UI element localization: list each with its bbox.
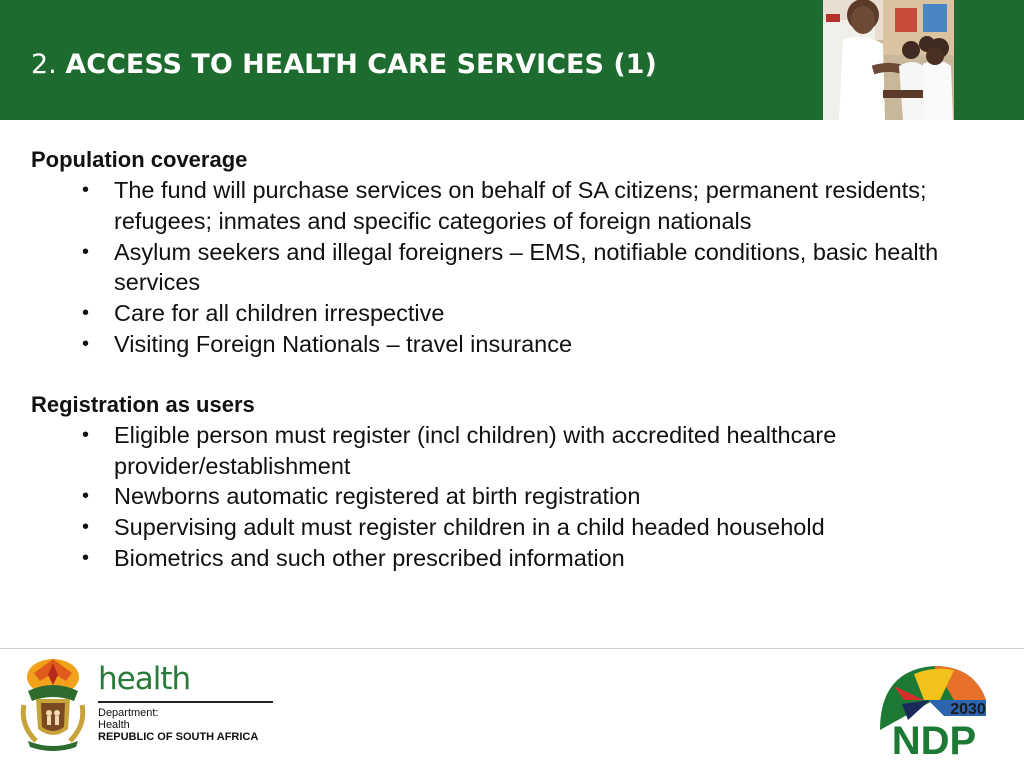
list-item-text: Visiting Foreign Nationals – travel insurance [114,330,573,357]
title-number: 2. [31,49,57,80]
bullet-icon: • [82,240,90,263]
list-item-text: The fund will purchase services on behalf of SA citizens; permanent residents; refugees; inmates and specific categories of foreign nationals [114,177,927,234]
list-item [31,543,991,574]
section-heading: Population coverage [31,147,248,172]
section-population-coverage [31,145,991,360]
bullet-icon: • [82,546,90,569]
department-of-health-logo [14,655,284,755]
title-text: ACCESS TO HEALTH CARE SERVICES (1) [65,49,657,80]
bullet-icon: • [82,179,90,201]
list-item [31,298,991,329]
list-item [31,175,991,237]
list-item [31,329,991,360]
header-photo [823,0,954,120]
slide-body [31,145,991,574]
list-item-text: Asylum seekers and illegal foreigners – EMS, notifiable conditions, basic health services [114,238,939,296]
ndp-year: 2030 [950,701,986,718]
list-item [31,420,991,482]
list-item-text: Newborns automatic registered at birth registration [114,483,641,510]
footer-divider [0,648,1024,649]
bullet-icon: • [82,332,90,355]
header-bar [0,0,1024,120]
list-item-text: Care for all children irrespective [114,300,445,327]
bullet-list [31,420,991,574]
ndp-2030-logo [874,660,992,760]
list-item-text: Supervising adult must register children in a child headed household [114,514,825,541]
list-item [31,512,991,543]
ndp-logo-icon [874,660,992,760]
country-name: REPUBLIC OF SOUTH AFRICA [98,731,259,743]
health-wordmark: health [98,661,191,697]
section-heading: Registration as users [31,391,255,417]
list-item [31,481,991,512]
bullet-list [31,175,991,360]
slide-title [31,49,657,80]
section-registration-as-users [31,390,991,574]
list-item [31,237,991,299]
ndp-letters: NDP [891,719,977,760]
department-label: Department: [98,707,159,719]
bullet-icon: • [82,423,90,446]
bullet-icon: • [82,302,90,325]
department-name: Health [98,719,130,731]
bullet-icon: • [82,516,90,539]
bullet-icon: • [82,485,90,508]
nurse-children-photo [823,0,954,120]
list-item-text: Eligible person must register (incl children) with accredited healthcare provider/establishment [114,421,837,479]
logo-rule [98,701,273,703]
list-item-text: Biometrics and such other prescribed information [114,544,625,571]
coat-of-arms-icon [14,655,92,753]
